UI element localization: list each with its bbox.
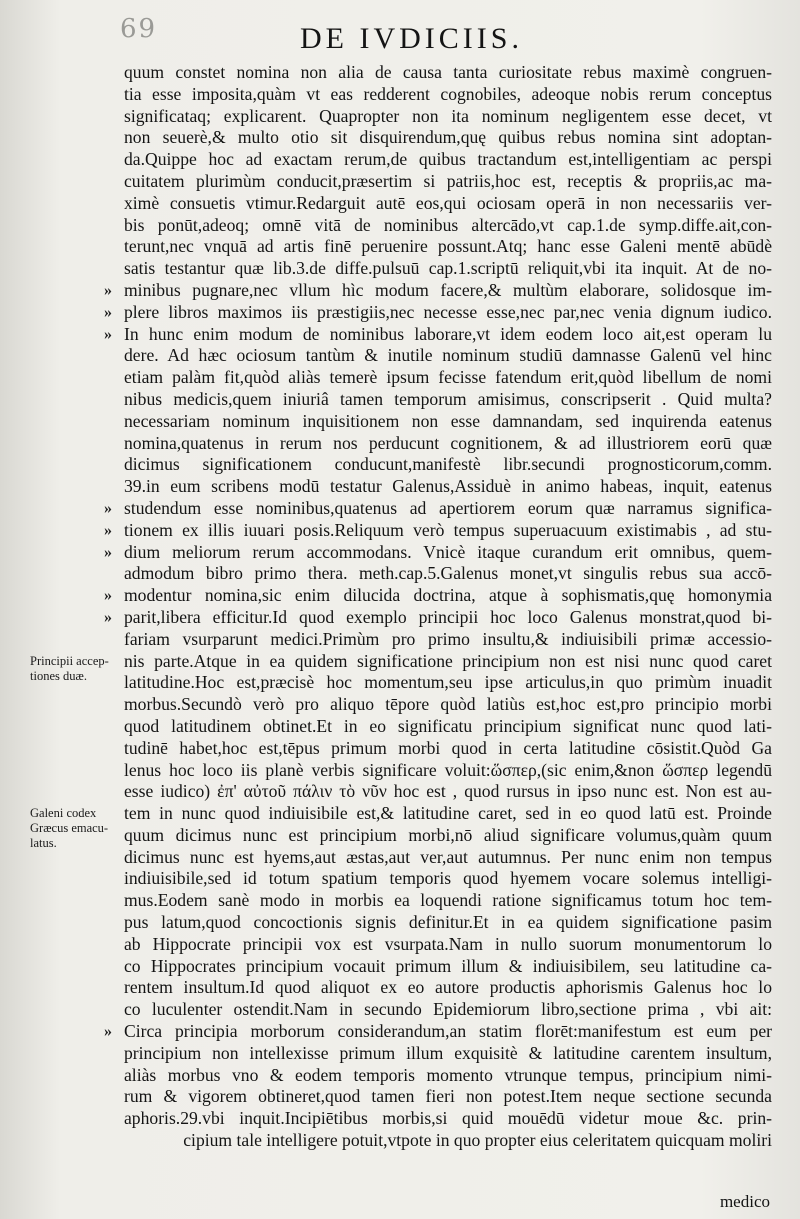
text-line: bis ponūt,adeoq; omnē vitā de nominibus altercādo,vt cap.1.de symp.diffe.ait,con-: [124, 214, 772, 235]
text-line: ab Hippocrate principii vox est vsurpata.Nam in nullo suorum monumentorum lo: [124, 933, 772, 954]
quotation-mark: »: [104, 1023, 112, 1041]
text-line: co luculenter ostendit.Nam in secundo Epidemiorum libro,sectione prima , vbi ait:: [124, 999, 772, 1020]
text-line: fariam vsurparunt medici.Primùm pro primo insultu,& indiuisibili primæ accessio-: [124, 628, 772, 649]
text-line: dicimus significationem conducunt,manifestè libr.secundi prognosticorum,comm.: [124, 454, 772, 475]
quotation-mark: »: [104, 325, 112, 343]
text-line: etiam palàm fit,quòd aliàs temerè ipsum fecisse fatendum erit,quòd libellum de nomi: [124, 367, 772, 388]
text-line: aphoris.29.vbi inquit.Incipiētibus morbis,si quid mouēdū videtur moue &c. prin-: [124, 1108, 772, 1129]
quotation-mark: »: [104, 587, 112, 605]
margin-note: Galeni codex Græcus emacu- latus.: [30, 806, 109, 851]
text-line: nis parte.Atque in ea quidem significatione principium non est nisi nunc quod caret: [124, 650, 772, 671]
quotation-mark: »: [104, 609, 112, 626]
text-line: tia esse imposita,quàm vt eas redderent cognobiles, adeoque nobis rerum conceptus: [124, 83, 772, 104]
text-line: quum dicimus nunc est principium morbi,nō aliud significare volumus,quàm quum: [124, 824, 772, 845]
text-line: terunt,nec vnquā ad artis finē peruenire possunt.Atq; hanc esse Galeni mentē abūdè: [124, 236, 772, 257]
text-line: significataq; explicarent. Quapropter non ita nominum negligentem esse decet, vt: [124, 105, 772, 126]
text-line: tem in nunc quod indiuisibile est,& latitudine caret, sed in eo quod latū est. Proinde: [124, 803, 772, 824]
text-line: modentur nomina,sic enim dilucida doctrina, atque à sophismatis,quę homonymia: [124, 585, 772, 606]
text-line: parit,libera efficitur.Id quod exemplo principii hoc loco Galenus monstrat,quod bi-: [124, 606, 772, 627]
text-line: dere. Ad hæc ociosum tantùm & inutile nominum studiū damnasse Galenū vel hinc: [124, 345, 772, 366]
text-line: morbus.Secundò verò pro aliquo tēpore quòd latiùs est,hoc est,pro principio morbi: [124, 694, 772, 715]
margin-note: Principii accep- tiones duæ.: [30, 653, 109, 683]
text-line: indiuisibile,sed id totum spatium temporis quod hyemem vocare solemus intelligi-: [124, 868, 772, 889]
text-line: necessariam nominum inquisitionem non esse damnandam, sed inquirenda eatenus: [124, 410, 772, 431]
text-line: nibus medicis,quem iniuriâ tamen temporum amisimus, conscripserit . Quid multa?: [124, 388, 772, 409]
text-line: pus latum,quod concoctionis signis definitur.Et in ea quidem significatione pasim: [124, 912, 772, 933]
text-line: tudinē habet,hoc est,tēpus primum morbi quod in certa latitudine cōsistit.Quòd Ga: [124, 737, 772, 758]
running-head: DE IVDICIIS.: [300, 22, 523, 55]
text-line: rum & vigorem obtineret,quod tamen fieri non potest.Item neque sectione secunda: [124, 1086, 772, 1107]
text-line: da.Quippe hoc ad exactam rerum,de quibus tractandum est,intelligentiam ac perspi: [124, 149, 772, 170]
text-line: cuitatem plurimùm conducit,præsertim si patriis,hoc est, receptis & propriis,ac ma-: [124, 170, 772, 191]
text-line: non seuerè,& multo otio sit disquirendum,quę quibus rebus nomina sint adoptan-: [124, 127, 772, 148]
text-line: quod latitudinem obtinet.Et in eo significatu principium significat nunc quod lati-: [124, 715, 772, 736]
text-line: plere libros maximos iis præstigiis,nec necesse esse,nec par,nec venia dignum iudico.: [124, 301, 772, 322]
text-line: satis testantur quæ lib.3.de diffe.pulsuū cap.1.scriptū reliquit,vbi ita inquit. At de no-: [124, 258, 772, 279]
main-text-block: [124, 62, 772, 1152]
text-line: minibus pugnare,nec vllum hìc modum facere,& multùm elaborare, solidosque im-: [124, 279, 772, 300]
text-line: nomina,quatenus in rerum nos perducunt cognitionem, & ad illustriorem eorū quæ: [124, 432, 772, 453]
folio-mark: 69: [120, 14, 158, 44]
text-line: aliàs morbus vno & eodem temporis momento vtrunque tempus, principium nimi-: [124, 1064, 772, 1085]
text-line: latitudine.Hoc est,præcisè hoc momentum,seu ipse articulus,in quo primùm inuadit: [124, 672, 772, 693]
text-line: cipium tale intelligere potuit,vtpote in quo propter eius celeritatem quicquam moliri: [183, 1130, 772, 1151]
quotation-mark: »: [104, 521, 112, 539]
quotation-mark: »: [104, 282, 112, 299]
text-line: rentem insultum.Id quod aliquot ex eo autore productis aphorismis Galenus hoc lo: [124, 977, 772, 998]
text-line: quum constet nomina non alia de causa tanta curiositate rebus maximè congruen-: [124, 62, 772, 82]
text-line: ximè consuetis vtimur.Redarguit autē eos,qui ociosam operā in non necessariis ver-: [124, 192, 772, 213]
text-line: esse iudico) ἐπ' αὐτοῦ πάλιν τὸ νῦν hoc est , quod rursus in ipso nunc est. Non est au-: [124, 781, 772, 802]
text-line: Circa principia morborum considerandum,an statim florēt:manifestum est eum per: [124, 1021, 772, 1042]
quotation-mark: »: [104, 303, 112, 321]
text-line: In hunc enim modum de nominibus laborare,vt idem eodem loco ait,est operam lu: [124, 323, 772, 344]
catchword: medico: [719, 1192, 770, 1211]
text-line: studendum esse nominibus,quatenus ad apertiorem eorum quæ narramus significa-: [124, 497, 772, 518]
text-line: dicimus nunc est hyems,aut æstas,aut ver,aut autumnus. Per nunc enim non tempus: [124, 846, 772, 867]
quotation-mark: »: [104, 500, 112, 517]
text-line: lenus hoc loco iis planè verbis significare voluit:ὥσπερ,(sic enim,&non ὥσπερ legendū: [124, 759, 772, 780]
text-line: principium non intellexisse primum illum exquisitè & latitudine carentem insultum,: [124, 1042, 772, 1063]
quotation-mark: »: [104, 543, 112, 561]
text-line: tionem ex illis iuuari posis.Reliquum verò tempus superuacuum existimabis , ad stu-: [124, 519, 772, 540]
text-line: dium meliorum rerum accommodans. Vnicè itaque curandum erit omnibus, quem-: [124, 541, 772, 562]
text-line: admodum bibro primo thera. meth.cap.5.Galenus monet,vt singulis rebus sua accō-: [124, 563, 772, 584]
text-line: co Hippocrates principium vocauit primum illum & indiuisibilem, seu latitudine ca-: [124, 955, 772, 976]
text-line: 39.in eum scribens modū testatur Galenus,Assiduè in animo habeas, inquit, eatenus: [124, 476, 772, 497]
text-line: mus.Eodem sanè modo in morbis ea loquendi ratione significamus totum hoc tem-: [124, 890, 772, 911]
